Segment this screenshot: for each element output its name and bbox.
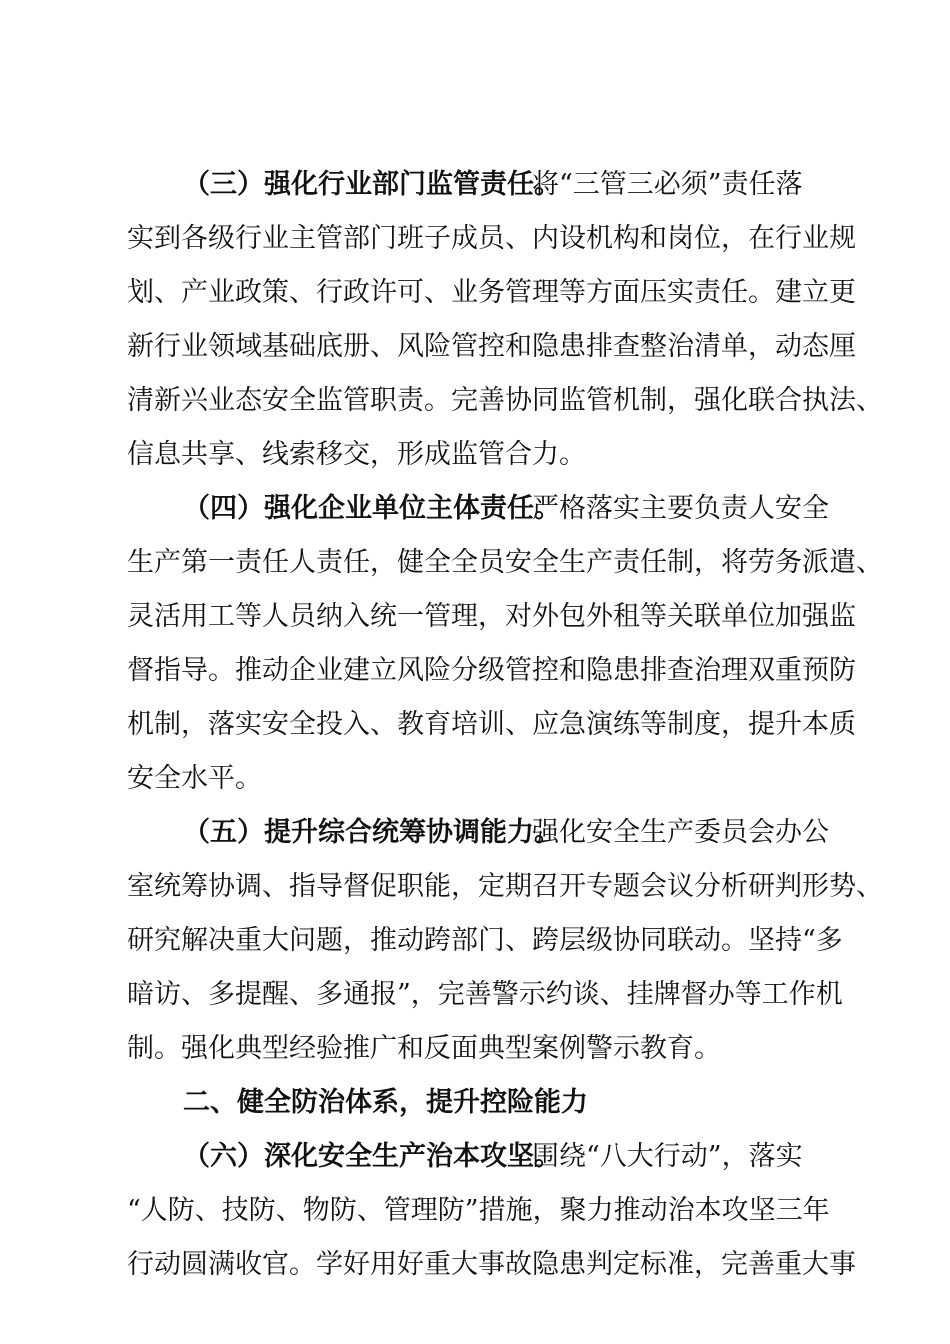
paragraph-5-text: 制。强化典型经验推广和反面典型案例警示教育。 — [127, 1033, 721, 1064]
paragraph-3-line-6 — [0, 433, 950, 477]
paragraph-4-line-4 — [0, 649, 950, 693]
paragraph-5-line-4 — [0, 973, 950, 1017]
paragraph-4-text: 严格落实主要负责人安全 — [532, 493, 829, 524]
paragraph-3-line-2 — [0, 217, 950, 261]
paragraph-4-line-1 — [0, 487, 950, 531]
paragraph-3-text: 新行业领域基础底册、风险管控和隐患排查整治清单，动态厘 — [127, 331, 856, 362]
paragraph-5-text: 研究解决重大问题，推动跨部门、跨层级协同联动。坚持“多 — [127, 925, 843, 956]
paragraph-4-text: 安全水平。 — [127, 763, 262, 794]
section-heading-line — [0, 1081, 950, 1125]
paragraph-6-line-3 — [0, 1243, 950, 1287]
paragraph-6-line-1 — [0, 1135, 950, 1179]
paragraph-5-text: 强化安全生产委员会办公 — [532, 817, 829, 848]
paragraph-3-line-5 — [0, 379, 950, 423]
paragraph-5-line-5 — [0, 1027, 950, 1071]
paragraph-3-line-4 — [0, 325, 950, 369]
paragraph-5-line-1 — [0, 811, 950, 855]
paragraph-3-text: 划、产业政策、行政许可、业务管理等方面压实责任。建立更 — [127, 277, 856, 308]
paragraph-4-text: 灵活用工等人员纳入统一管理，对外包外租等关联单位加强监 — [127, 601, 856, 632]
paragraph-5-line-2 — [0, 865, 950, 909]
paragraph-3-line-3 — [0, 271, 950, 315]
paragraph-4-text: 机制，落实安全投入、教育培训、应急演练等制度，提升本质 — [127, 709, 856, 740]
paragraph-3-heading: （三）强化行业部门监管责任。 — [183, 169, 561, 200]
paragraph-4-line-3 — [0, 595, 950, 639]
paragraph-4-line-5 — [0, 703, 950, 747]
paragraph-5-text: 室统筹协调、指导督促职能，定期召开专题会议分析研判形势、 — [127, 871, 883, 902]
paragraph-6-heading: （六）深化安全生产治本攻坚。 — [183, 1141, 561, 1172]
paragraph-6-line-2 — [0, 1189, 950, 1233]
paragraph-6-text: 行动圆满收官。学好用好重大事故隐患判定标准，完善重大事 — [127, 1249, 856, 1280]
paragraph-3-text: 信息共享、线索移交，形成监管合力。 — [127, 439, 586, 470]
paragraph-4-text: 生产第一责任人责任，健全全员安全生产责任制，将劳务派遣、 — [127, 547, 883, 578]
paragraph-4-text: 督指导。推动企业建立风险分级管控和隐患排查治理双重预防 — [127, 655, 856, 686]
paragraph-5-heading: （五）提升综合统筹协调能力。 — [183, 817, 561, 848]
paragraph-4-line-2 — [0, 541, 950, 585]
paragraph-5-text: 暗访、多提醒、多通报”，完善警示约谈、挂牌督办等工作机 — [127, 979, 843, 1010]
section-heading: 二、健全防治体系，提升控险能力 — [183, 1087, 588, 1118]
paragraph-3-line-1 — [0, 163, 950, 207]
paragraph-4-heading: （四）强化企业单位主体责任。 — [183, 493, 561, 524]
paragraph-6-text: “人防、技防、物防、管理防”措施，聚力推动治本攻坚三年 — [127, 1195, 830, 1226]
paragraph-4-line-6 — [0, 757, 950, 801]
paragraph-3-text: 清新兴业态安全监管职责。完善协同监管机制，强化联合执法、 — [127, 385, 883, 416]
paragraph-6-text: 围绕“八大行动”，落实 — [532, 1141, 803, 1172]
paragraph-3-text: 将“三管三必须”责任落 — [532, 169, 803, 200]
paragraph-5-line-3 — [0, 919, 950, 963]
paragraph-3-text: 实到各级行业主管部门班子成员、内设机构和岗位，在行业规 — [127, 223, 856, 254]
